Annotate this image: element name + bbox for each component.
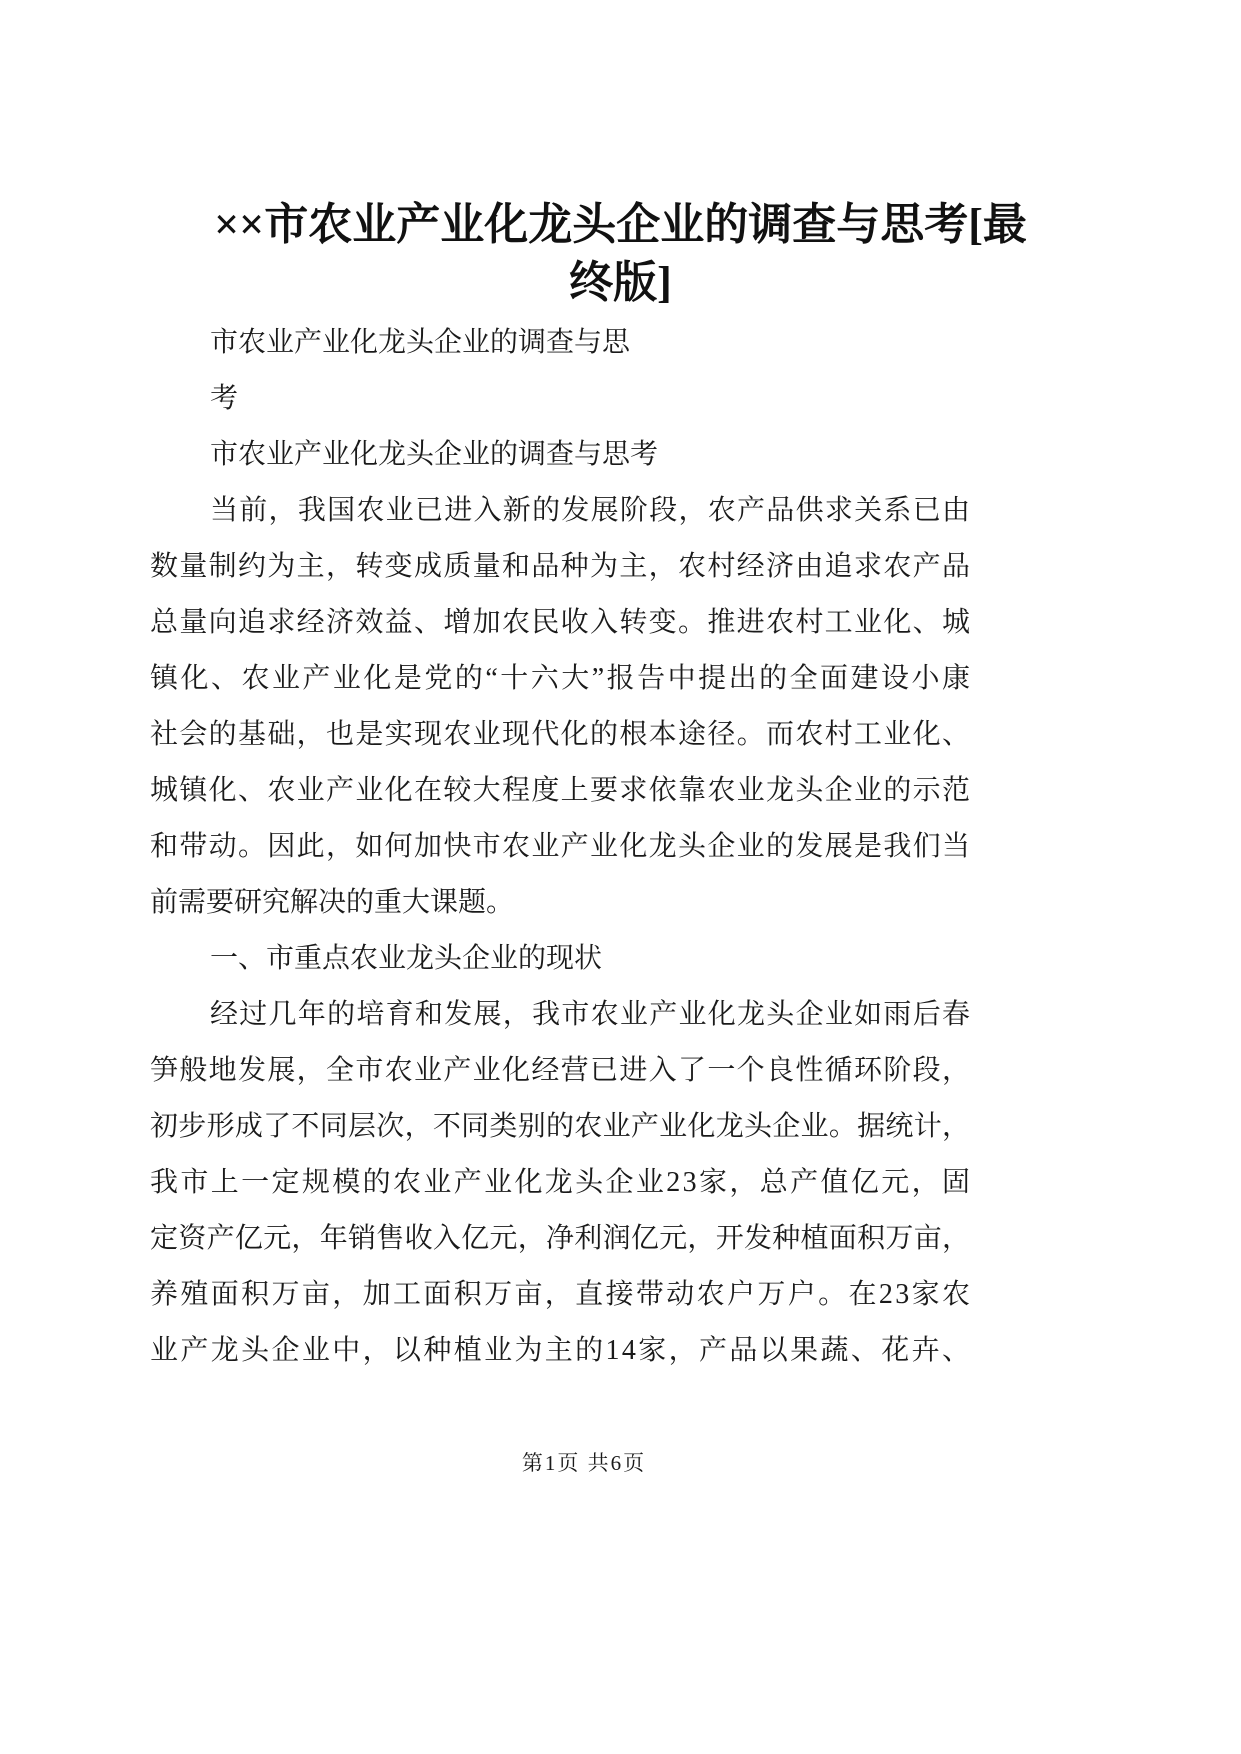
text-line [150, 483, 970, 539]
text-line [150, 1155, 973, 1211]
text-line [150, 819, 970, 875]
paragraph [150, 987, 973, 1379]
text-line [150, 987, 970, 1043]
text-line [150, 707, 970, 763]
text-line [150, 1043, 970, 1099]
text-line [150, 931, 970, 987]
paragraph [150, 427, 970, 483]
line-text: 前需要研究解决的重大课题。 [150, 887, 515, 918]
line-text: 养殖面积万亩，加工面积万亩，直接带动农户万户。在23家农 [150, 1279, 973, 1310]
line-text: 社会的基础，也是实现农业现代化的根本途径。而农村工业化、 [150, 719, 972, 750]
line-text: 我市上一定规模的农业产业化龙头企业23家，总产值亿元，固 [150, 1167, 973, 1198]
text-line [150, 651, 973, 707]
line-text: 镇化、农业产业化是党的“十六大”报告中提出的全面建设小康 [150, 663, 973, 694]
paragraph [150, 483, 973, 931]
text-line [150, 371, 970, 427]
paragraph [150, 315, 970, 371]
text-line [150, 763, 970, 819]
line-text: 市农业产业化龙头企业的调查与思考 [210, 439, 659, 470]
text-line [150, 427, 970, 483]
line-text: 一、市重点农业龙头企业的现状 [210, 943, 603, 974]
line-text: 城镇化、农业产业化在较大程度上要求依靠农业龙头企业的示范 [150, 775, 972, 806]
paragraph [150, 371, 970, 427]
paragraph [150, 931, 970, 987]
line-text: 初步形成了不同层次，不同类别的农业产业化龙头企业。据统计， [150, 1111, 971, 1142]
text-line [150, 1211, 970, 1267]
line-text: 市农业产业化龙头企业的调查与思 [210, 327, 631, 358]
title-line: ××市农业产业化龙头企业的调查与思考[最 [214, 200, 1027, 249]
title-line: 终版] [569, 258, 672, 307]
line-text: 定资产亿元，年销售收入亿元，净利润亿元，开发种植面积万亩， [150, 1223, 971, 1254]
text-line [150, 1323, 973, 1379]
text-line [150, 875, 970, 931]
line-text: 和带动。因此，如何加快市农业产业化龙头企业的发展是我们当 [150, 831, 972, 862]
line-text: 总量向追求经济效益、增加农民收入转变。推进农村工业化、城 [150, 607, 972, 638]
line-text: 当前，我国农业已进入新的发展阶段，农产品供求关系已由 [210, 495, 972, 526]
page-footer: 第1页 共6页 [521, 1451, 647, 1475]
line-text: 业产龙头企业中，以种植业为主的14家，产品以果蔬、花卉、 [150, 1335, 973, 1366]
text-line [150, 315, 970, 371]
text-line [150, 1099, 970, 1155]
line-text: 数量制约为主，转变成质量和品种为主，农村经济由追求农产品 [150, 551, 972, 582]
document-title [0, 196, 1241, 312]
text-line [150, 1267, 973, 1323]
line-text: 考 [210, 383, 239, 414]
line-text: 经过几年的培育和发展，我市农业产业化龙头企业如雨后春 [210, 999, 972, 1030]
text-line [150, 595, 970, 651]
line-text: 笋般地发展，全市农业产业化经营已进入了一个良性循环阶段， [150, 1055, 972, 1086]
text-line [150, 539, 970, 595]
document-body [150, 315, 973, 1379]
